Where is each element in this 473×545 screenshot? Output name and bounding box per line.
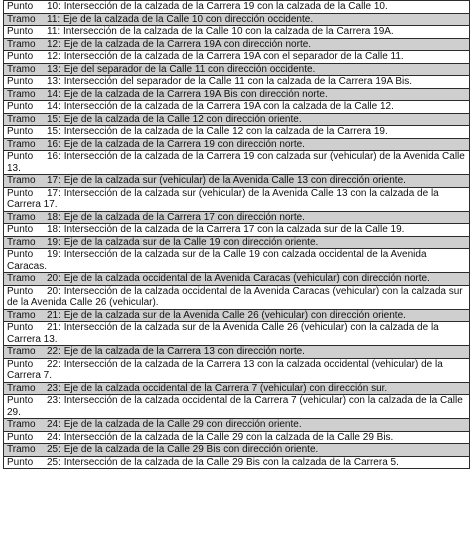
row-number: 14: (47, 101, 61, 112)
row-number: 20: (47, 273, 61, 284)
row-description: Eje de la calzada de la Carrera 19 con dirección norte. (63, 138, 305, 150)
row-kind: Tramo (7, 13, 36, 25)
row-number: 19: (47, 236, 61, 248)
row-description: Eje de la calzada de la Carrera 17 con dirección norte. (63, 211, 305, 223)
punto-row (4, 224, 470, 237)
tramo-row (4, 382, 470, 395)
row-cell (4, 1, 470, 14)
tramo-row (4, 346, 470, 359)
row-number: 17: (47, 175, 61, 186)
row-cell (4, 358, 470, 382)
row-cell (4, 175, 470, 188)
row-description: Intersección de la calzada de la Calle 10 con la calzada de la Carrera 19A. (62, 26, 394, 37)
row-kind: Punto (7, 187, 34, 199)
row-number: 13: (47, 76, 61, 87)
row-kind: Punto (7, 126, 34, 137)
row-cell (4, 456, 470, 469)
tramo-row (4, 309, 470, 322)
row-cell (4, 187, 470, 211)
row-number: 22: (47, 346, 61, 357)
row-kind: Punto (7, 249, 34, 260)
tramo-row (4, 113, 470, 126)
row-kind: Punto (7, 224, 34, 235)
row-description: Eje de la calzada sur de la Calle 19 con dirección oriente. (63, 236, 319, 248)
row-description: Intersección de la calzada occidental de la Avenida Caracas (vehicular) con la calzada sur de la Avenida Calle 26 (vehicular). (7, 285, 463, 308)
tramo-row (4, 38, 470, 51)
row-kind: Punto (7, 151, 34, 162)
row-description: Eje de la calzada de la Calle 12 con dirección oriente. (63, 113, 302, 125)
row-description: Intersección de la calzada sur (vehicular) de la Avenida Calle 13 con la calzada de la Carrera 17. (7, 187, 439, 210)
row-kind: Punto (7, 76, 34, 87)
row-number: 12: (47, 51, 61, 62)
row-kind: Punto (7, 101, 34, 112)
row-number: 25: (47, 456, 61, 468)
row-number: 22: (47, 358, 61, 370)
row-cell (4, 309, 470, 322)
row-description: Intersección de la calzada de la Carrera 19 con calzada sur (vehicular) de la Avenida Calle 13. (7, 151, 465, 174)
row-number: 14: (47, 88, 61, 100)
punto-row (4, 76, 470, 89)
row-kind: Punto (7, 322, 34, 333)
punto-row (4, 151, 470, 175)
row-kind: Punto (7, 358, 34, 370)
row-description: Intersección de la calzada de la Calle 29 Bis con la calzada de la Carrera 5. (63, 456, 399, 468)
row-number: 17: (47, 187, 61, 199)
row-cell (4, 224, 470, 237)
row-description: Eje de la calzada sur de la Avenida Calle 26 (vehicular) con dirección oriente. (63, 309, 406, 321)
row-description: Intersección de la calzada sur de la Avenida Calle 26 (vehicular) con la calzada de la Carrera 13. (7, 322, 439, 345)
row-number: 16: (47, 151, 61, 162)
punto-row (4, 358, 470, 382)
row-description: Eje de la calzada de la Calle 10 con dirección occidente. (62, 13, 314, 25)
row-description: Eje de la calzada occidental de la Avenida Caracas (vehicular) con dirección norte. (63, 273, 430, 284)
row-cell (4, 444, 470, 457)
row-kind: Tramo (7, 346, 36, 357)
row-description: Intersección de la calzada de la Carrera 17 con la calzada sur de la Calle 19. (63, 224, 405, 235)
row-number: 20: (47, 285, 61, 297)
row-description: Intersección de la calzada de la Calle 29 con la calzada de la Calle 29 Bis. (63, 431, 394, 443)
punto-row (4, 26, 470, 39)
tramo-row (4, 175, 470, 188)
row-cell (4, 211, 470, 224)
row-description: Eje de la calzada occidental de la Carrera 7 (vehicular) con dirección sur. (63, 382, 388, 394)
row-cell (4, 126, 470, 139)
row-number: 12: (47, 38, 61, 50)
punto-row (4, 285, 470, 309)
row-kind: Punto (7, 456, 34, 468)
row-description: Eje del separador de la Calle 11 con dirección occidente. (63, 63, 316, 75)
row-description: Eje de la calzada sur (vehicular) de la Avenida Calle 13 con dirección oriente. (63, 175, 406, 186)
row-kind: Tramo (7, 309, 36, 321)
row-description: Intersección de la calzada de la Carrera 19 con la calzada de la Calle 10. (63, 1, 388, 12)
row-number: 10: (47, 1, 61, 12)
punto-row (4, 431, 470, 444)
punto-row (4, 395, 470, 419)
row-number: 13: (47, 63, 61, 75)
punto-row (4, 249, 470, 273)
tramo-row (4, 211, 470, 224)
row-number: 15: (47, 126, 61, 137)
row-number: 23: (47, 382, 61, 394)
row-cell (4, 382, 470, 395)
row-description: Eje de la calzada de la Carrera 19A Bis con dirección norte. (63, 88, 328, 100)
tramo-row (4, 88, 470, 101)
row-cell (4, 346, 470, 359)
punto-row (4, 101, 470, 114)
row-number: 24: (47, 419, 61, 430)
row-cell (4, 138, 470, 151)
row-kind: Tramo (7, 236, 36, 248)
row-number: 24: (47, 431, 61, 443)
row-cell (4, 38, 470, 51)
row-kind: Tramo (7, 273, 36, 284)
row-description: Eje de la calzada de la Calle 29 con dirección oriente. (63, 419, 302, 430)
row-kind: Tramo (7, 88, 36, 100)
tramo-row (4, 13, 470, 26)
row-cell (4, 13, 470, 26)
row-cell (4, 151, 470, 175)
punto-row (4, 456, 470, 469)
row-kind: Punto (7, 285, 34, 297)
tramo-row (4, 63, 470, 76)
row-number: 11: (47, 13, 61, 25)
tramo-row (4, 273, 470, 286)
row-description: Eje de la calzada de la Carrera 19A con dirección norte. (63, 38, 312, 50)
row-cell (4, 285, 470, 309)
row-description: Intersección de la calzada sur de la Calle 19 con calzada occidental de la Avenida Caracas. (7, 249, 427, 272)
row-description: Intersección de la calzada de la Carrera 19A con el separador de la Calle 11. (63, 51, 404, 62)
row-kind: Punto (7, 1, 34, 12)
punto-row (4, 1, 470, 14)
row-cell (4, 88, 470, 101)
row-description: Eje de la calzada de la Carrera 13 con dirección norte. (63, 346, 305, 357)
tramo-row (4, 419, 470, 432)
row-number: 19: (47, 249, 61, 260)
row-number: 23: (47, 395, 61, 406)
row-kind: Tramo (7, 382, 36, 394)
row-kind: Tramo (7, 444, 36, 455)
row-number: 15: (47, 113, 61, 125)
row-kind: Punto (7, 26, 34, 37)
row-description: Intersección de la calzada de la Calle 12 con la calzada de la Carrera 19. (63, 126, 388, 137)
row-number: 25: (47, 444, 61, 455)
row-kind: Punto (7, 395, 34, 406)
row-cell (4, 236, 470, 249)
row-number: 18: (47, 224, 61, 235)
tramo-row (4, 444, 470, 457)
row-cell (4, 419, 470, 432)
row-cell (4, 63, 470, 76)
row-number: 18: (47, 211, 61, 223)
row-kind: Tramo (7, 63, 36, 75)
row-kind: Tramo (7, 175, 36, 186)
row-cell (4, 101, 470, 114)
row-kind: Punto (7, 431, 34, 443)
row-cell (4, 26, 470, 39)
row-cell (4, 395, 470, 419)
route-table (3, 0, 470, 469)
row-kind: Tramo (7, 138, 36, 150)
row-kind: Punto (7, 51, 34, 62)
row-number: 11: (47, 26, 61, 37)
row-cell (4, 76, 470, 89)
row-cell (4, 249, 470, 273)
row-number: 16: (47, 138, 61, 150)
row-kind: Tramo (7, 113, 36, 125)
punto-row (4, 187, 470, 211)
row-cell (4, 51, 470, 64)
row-cell (4, 322, 470, 346)
row-description: Intersección de la calzada de la Carrera 13 con la calzada occidental (vehicular) de la Carrera 7. (7, 358, 443, 381)
row-cell (4, 113, 470, 126)
row-description: Eje de la calzada de la Calle 29 Bis con dirección oriente. (63, 444, 319, 455)
row-cell (4, 431, 470, 444)
tramo-row (4, 236, 470, 249)
row-kind: Tramo (7, 419, 36, 430)
row-kind: Tramo (7, 38, 36, 50)
row-number: 21: (47, 309, 61, 321)
row-kind: Tramo (7, 211, 36, 223)
row-description: Intersección del separador de la Calle 11 con la calzada de la Carrera 19A Bis. (63, 76, 413, 87)
row-description: Intersección de la calzada de la Carrera 19A con la calzada de la Calle 12. (63, 101, 394, 112)
row-description: Intersección de la calzada occidental de la Carrera 7 (vehicular) con la calzada de la Calle 29. (7, 395, 463, 418)
punto-row (4, 322, 470, 346)
row-cell (4, 273, 470, 286)
row-number: 21: (47, 322, 61, 333)
punto-row (4, 126, 470, 139)
punto-row (4, 51, 470, 64)
tramo-row (4, 138, 470, 151)
